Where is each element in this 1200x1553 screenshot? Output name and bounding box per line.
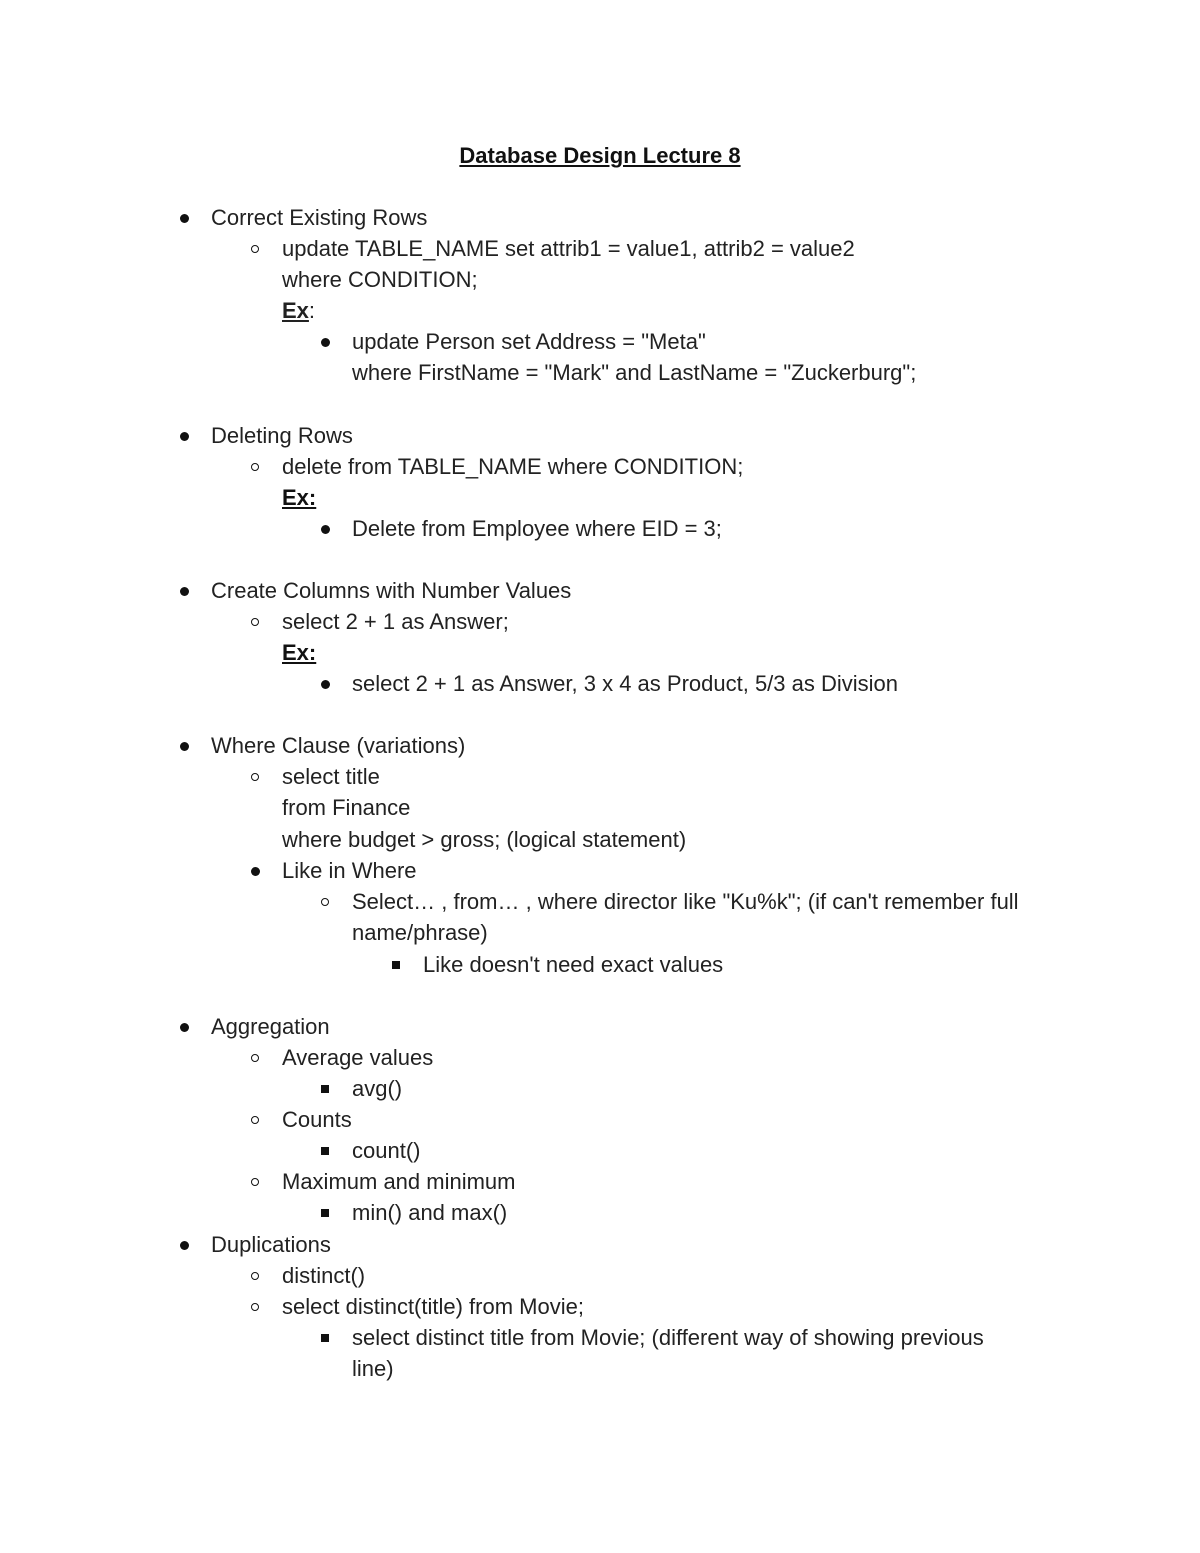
bullet-circle-icon [248, 1260, 262, 1291]
bullet-dot-icon [318, 513, 332, 544]
count-function: count() [352, 1138, 421, 1163]
bullet-square-icon [389, 949, 403, 980]
bullet-dot-icon [177, 420, 191, 451]
delete-example-label: Ex: [282, 485, 317, 510]
bullet-circle-icon [248, 451, 262, 482]
number-columns-example: select 2 + 1 as Answer, 3 x 4 as Product, 5/3 as Division [352, 671, 899, 696]
update-example-line1: update Person set Address = "Meta" [352, 329, 706, 354]
where-line2: from Finance [282, 795, 411, 820]
like-heading: Like in Where [282, 858, 417, 883]
bullet-circle-icon [248, 1166, 262, 1197]
ex-label: Ex [282, 298, 309, 323]
minmax-heading: Maximum and minimum [282, 1169, 516, 1194]
duplications-item2: select distinct(title) from Movie; [282, 1294, 584, 1319]
like-note: Like doesn't need exact values [423, 952, 724, 977]
bullet-square-icon [318, 1322, 332, 1353]
avg-function: avg() [352, 1076, 403, 1101]
bullet-circle-icon [248, 1042, 262, 1073]
bullet-circle-icon [318, 886, 332, 917]
count-heading: Counts [282, 1107, 352, 1132]
duplications-note-line1: select distinct title from Movie; (different way of showing previous [352, 1325, 984, 1350]
section-heading-duplications: Duplications [211, 1232, 331, 1257]
update-example-line2: where FirstName = "Mark" and LastName = "Zuckerburg"; [352, 360, 917, 385]
bullet-dot-icon [177, 730, 191, 761]
where-line3: where budget > gross; (logical statement) [282, 827, 687, 852]
bullet-square-icon [318, 1197, 332, 1228]
update-syntax-line2: where CONDITION; [282, 267, 478, 292]
delete-syntax: delete from TABLE_NAME where CONDITION; [282, 454, 744, 479]
section-heading-delete: Deleting Rows [211, 423, 353, 448]
bullet-dot-icon [177, 202, 191, 233]
bullet-dot-icon [177, 1011, 191, 1042]
section-heading-number-columns: Create Columns with Number Values [211, 578, 572, 603]
bullet-circle-icon [248, 606, 262, 637]
like-line1: Select… , from… , where director like "Ku%k"; (if can't remember full [352, 889, 1019, 914]
section-heading-aggregation: Aggregation [211, 1014, 330, 1039]
page-title: Database Design Lecture 8 [459, 143, 741, 168]
section-heading-update: Correct Existing Rows [211, 205, 428, 230]
like-line2: name/phrase) [352, 920, 488, 945]
bullet-circle-icon [248, 233, 262, 264]
bullet-dot-icon [318, 668, 332, 699]
bullet-circle-icon [248, 1104, 262, 1135]
update-example-label [282, 295, 315, 326]
minmax-function: min() and max() [352, 1200, 508, 1225]
delete-example: Delete from Employee where EID = 3; [352, 516, 722, 541]
number-columns-example-label: Ex: [282, 640, 317, 665]
duplications-note-line2: line) [352, 1356, 394, 1381]
bullet-dot-icon [177, 1229, 191, 1260]
bullet-dot-icon [248, 855, 262, 886]
number-columns-syntax: select 2 + 1 as Answer; [282, 609, 509, 634]
update-syntax-line1: update TABLE_NAME set attrib1 = value1, attrib2 = value2 [282, 236, 855, 261]
ex-colon: : [308, 298, 316, 323]
avg-heading: Average values [282, 1045, 434, 1070]
bullet-circle-icon [248, 1291, 262, 1322]
section-heading-where-clause: Where Clause (variations) [211, 733, 466, 758]
bullet-square-icon [318, 1073, 332, 1104]
where-line1: select title [282, 764, 380, 789]
bullet-dot-icon [177, 575, 191, 606]
bullet-square-icon [318, 1135, 332, 1166]
bullet-dot-icon [318, 326, 332, 357]
bullet-circle-icon [248, 761, 262, 792]
duplications-item1: distinct() [282, 1263, 366, 1288]
